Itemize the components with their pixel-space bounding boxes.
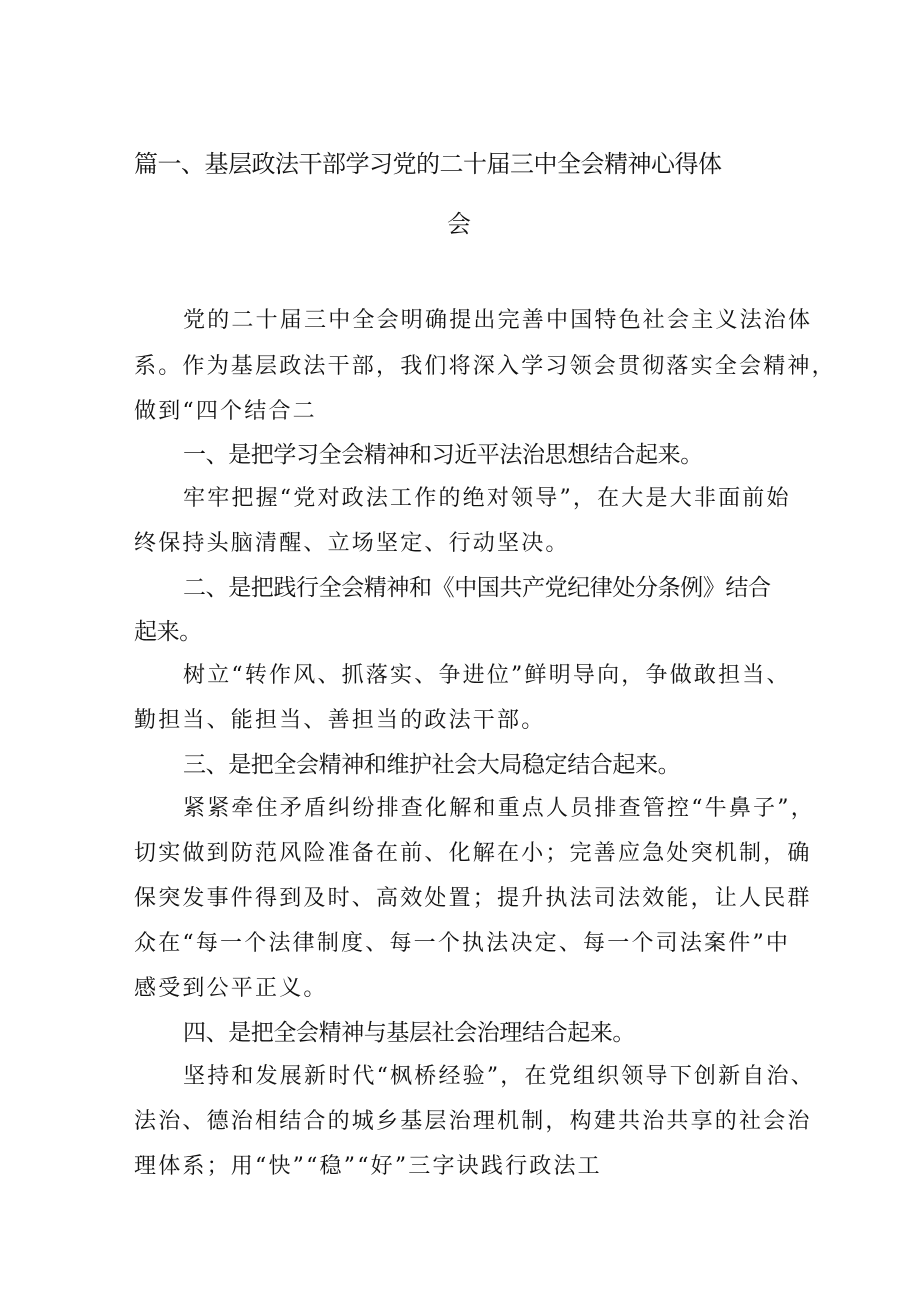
section-4-body-line-1: 坚持和发展新时代“枫桥经验”，在党组织领导下创新自治、	[183, 1064, 815, 1089]
section-1-heading: 一、是把学习全会精神和习近平法治思想结合起来。	[183, 442, 703, 468]
section-3-body-line-5: 感受到公平正义。	[134, 976, 328, 1001]
section-3-body-line-3: 保突发事件得到及时、高效处置；提升执法司法效能，让人民群	[134, 886, 812, 911]
document-title-line-2: 会	[447, 210, 471, 238]
section-2-heading-line-1: 二、是把践行全会精神和《中国共产党纪律处分条例》结合	[183, 575, 771, 601]
section-3-heading: 三、是把全会精神和维护社会大局稳定结合起来。	[183, 752, 681, 778]
section-2-body-line-2: 勤担当、能担当、善担当的政法干部。	[134, 708, 546, 733]
document-title-line-1: 篇一、基层政法干部学习党的二十届三中全会精神心得体	[134, 150, 722, 178]
section-4-body-line-2: 法治、德治相结合的城乡基层治理机制，构建共治共享的社会治	[134, 1109, 812, 1134]
section-3-body-line-2: 切实做到防范风险准备在前、化解在小；完善应急处突机制，确	[134, 841, 812, 866]
section-3-body-line-4: 众在“每一个法律制度、每一个执法决定、每一个司法案件”中	[134, 931, 791, 956]
section-1-body-line-2: 终保持头脑清醒、立场坚定、行动坚决。	[134, 531, 570, 556]
intro-line-3: 做到“四个结合二	[134, 399, 317, 424]
intro-line-2: 系。作为基层政法干部，我们将深入学习领会贯彻落实全会精神，	[134, 354, 836, 379]
section-2-heading-line-2: 起来。	[134, 619, 202, 645]
section-4-heading: 四、是把全会精神与基层社会治理结合起来。	[183, 1020, 636, 1046]
section-2-body-line-1: 树立“转作风、抓落实、争进位”鲜明导向，争做敢担当、	[183, 663, 791, 688]
section-3-body-line-1: 紧紧牵住矛盾纠纷排查化解和重点人员排查管控“牛鼻子”，	[183, 796, 815, 821]
section-1-body-line-1: 牢牢把握“党对政法工作的绝对领导”，在大是大非面前始	[183, 486, 791, 511]
intro-line-1: 党的二十届三中全会明确提出完善中国特色社会主义法治体	[183, 308, 813, 333]
section-4-body-line-3: 理体系；用“快”“稳”“好”三字诀践行政法工	[134, 1154, 602, 1179]
